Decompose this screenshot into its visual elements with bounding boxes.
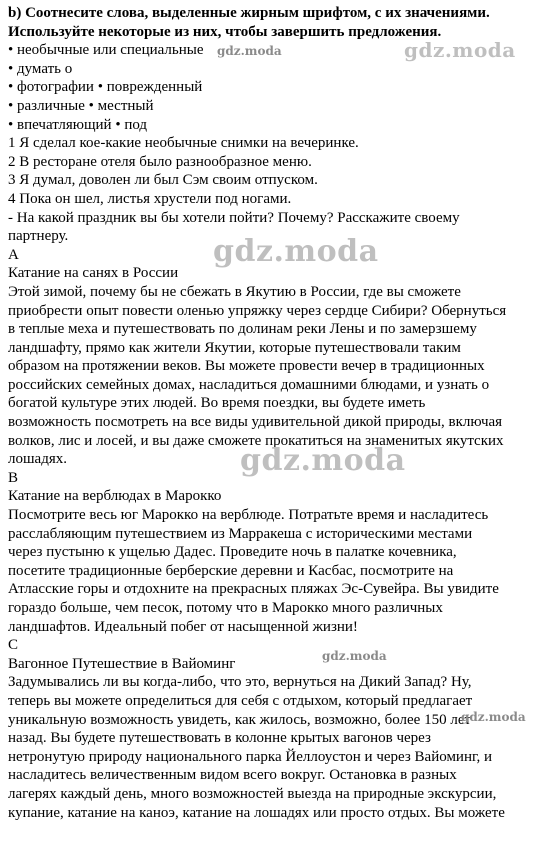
section-a-text-line: богатой культуре этих людей. Во время поездки, вы будете иметь [8,395,426,412]
discussion-question-line-2: партнеру. [8,228,69,245]
sentence-item: 2 В ресторане отеля было разнообразное меню. [8,153,312,170]
watermark-large: gdz.moda [240,443,406,478]
word-list-item: • необычные или специальные [8,42,204,59]
section-c-text-line: теперь вы можете определиться для себя с отдыхом, который предлагает [8,692,473,709]
section-a-text-line: российских семейных домах, насладиться домашними блюдами, и узнать о [8,376,490,393]
word-list-item: • впечатляющий • под [8,116,148,133]
watermark-medium: gdz.moda [404,38,516,62]
sentence-item: 4 Пока он шел, листья хрустели под ногами. [8,190,292,207]
word-list-item: • думать о [8,60,73,77]
section-a-letter: A [8,246,19,263]
section-c-text-line: купание, катание на каноэ, катание на лошадях или просто отдых. Вы можете [8,804,505,821]
section-c-title: Вагонное Путешествие в Вайоминг [8,655,236,672]
section-c [8,636,540,822]
section-c-text-line: насладитесь величественным видом всего вокруг. Остановка в разных [8,767,457,784]
section-a-text-line: возможность посмотреть на все виды удивительной дикой природы, включая [8,414,503,431]
section-b-text-line: гораздо больше, чем песок, потому что в Марокко много различных [8,600,443,616]
section-b-text-line: посетите традиционные берберские деревни и Касбас, посмотрите на [8,562,454,579]
section-a-text-line: волков, лис и лосей, и вы даже сможете прокатиться на знаменитых якутских [8,432,504,449]
section-c-letter: C [8,637,19,654]
word-list-item: • фотографии • поврежденный [8,79,203,96]
watermark-small: gdz.moda [217,44,282,58]
section-b-title: Катание на верблюдах в Марокко [8,488,222,505]
section-b-text-line: Посмотрите весь юг Марокко на верблюде. Потратьте время и насладитесь [8,507,489,524]
watermark-large: gdz.moda [213,234,379,269]
task-heading-line-2: Используйте некоторые из них, чтобы завершить предложения. [8,23,442,40]
discussion-question-line-1: - На какой праздник вы бы хотели пойти? Почему? Расскажите своему [8,209,460,226]
section-a-text-line: приобрести опыт повести оленью упряжку через сердце Сибири? Обернуться [8,302,507,319]
word-list [8,41,540,134]
sentence-item: 3 Я думал, доволен ли был Сэм своим отпуском. [8,172,318,189]
section-a-text-line: ландшафту, прямо как жители Якутии, которые путешествовали таким [8,339,461,356]
section-a-text-line: образом на протяжении веков. Вы можете провести вечер в традиционных [8,358,485,375]
section-b-letter: B [8,469,19,486]
watermark-small: gdz.moda [322,649,387,663]
section-b-text-line: Атласские горы и отдохните на прекрасных пляжах Эс-Сувейра. Вы увидите [8,581,499,598]
section-b-text-line: ландшафтов. Идеальный побег от насыщенной жизни! [8,618,358,635]
section-b-text-line: через пустыню к ущелью Дадес. Проведите ночь в палатке кочевника, [8,544,457,561]
section-a-title: Катание на санях в России [8,265,179,282]
section-c-text-line: назад. Вы будете путешествовать в колонне крытых вагонов через [8,730,431,747]
section-b-text-line: расслабляющим путешествием из Марракеша с историческими местами [8,525,473,542]
section-c-text-line: Задумывались ли вы когда-либо, что это, вернуться на Дикий Запад? Ну, [8,674,472,691]
watermark-small: gdz.moda [461,710,526,724]
document-body [8,4,540,822]
word-list-item: • различные • местный [8,97,154,114]
sentence-item: 1 Я сделал кое-какие необычные снимки на вечеринке. [8,135,359,152]
section-b [8,469,540,636]
section-c-text-line: уникальную возможность увидеть, как жилось, возможно, более 150 лет [8,711,472,728]
task-heading-line-1: b) Соотнесите слова, выделенные жирным шрифтом, с их значениями. [8,5,490,21]
section-a-text-line: Этой зимой, почему бы не сбежать в Якутию в России, где вы сможете [8,283,461,300]
section-c-text-line: нетронутую природу национального парка Йеллоустон и через Вайоминг, и [8,748,492,765]
sentence-list [8,134,540,208]
section-a-text-line: в теплые меха и путешествовать по долинам реки Лены и по замерзшему [8,321,477,338]
section-a-text-line: лошадях. [8,451,67,468]
section-c-text-line: лагерях каждый день, много возможностей выезда на природные экскурсии, [8,785,497,802]
section-a [8,246,540,469]
